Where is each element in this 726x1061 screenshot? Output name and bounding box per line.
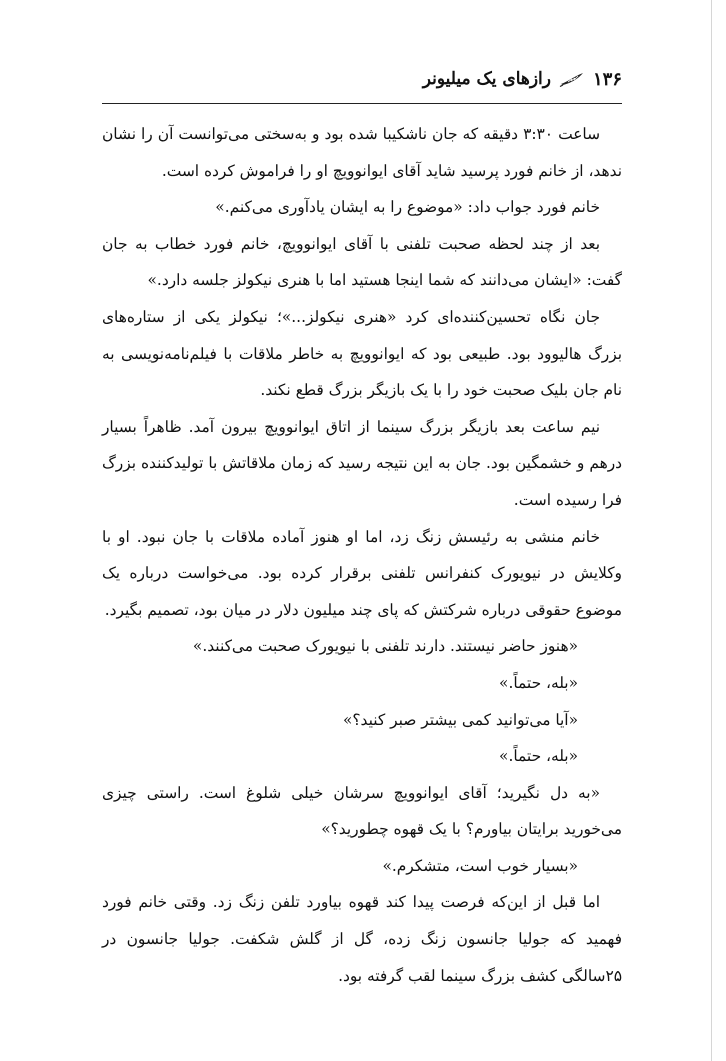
paragraph: خانم منشی به رئیسش زنگ زد، اما او هنوز آماده ملاقات با جان نبود. او با وکلایش در نیویورک کنفرانس تلفنی برقرار کرده بود. می‌خواست درباره یک موضوع حقوقی درباره شرکتش که پای چند میلیون دلار در میان بود، تصمیم بگیرد. [102,527,622,619]
paragraph: جان نگاه تحسین‌کننده‌ای کرد «هنری نیکولز...»؛ نیکولز یکی از ستاره‌های بزرگ هالیوود بود. طبیعی بود که ایوانوویچ به خاطر ملاقات با فیلم‌نامه‌نویسی به نام جان بلیک صحبت خود را با یک بازیگر بزرگ قطع نکند. [102,307,622,400]
dialog-line: «بسیار خوب است، متشکرم.» [382,856,578,875]
dialog-line: «بله، حتماً.» [499,747,578,766]
paragraph: بعد از چند لحظه صحبت تلفنی با آقای ایوانوویچ، خانم فورد خطاب به جان گفت: «ایشان می‌دانند که شما اینجا هستید اما با هنری نیکولز جلسه دارد.» [102,234,622,290]
paragraph: اما قبل از این‌که فرصت پیدا کند قهوه بیاورد تلفن زنگ زد. وقتی خانم فورد فهمید که جولیا جانسون زنگ زده، گل از گلش شکفت. جولیا جانسون در ۲۵سالگی کشف بزرگ سینما لقب گرفته بود. [102,893,622,985]
body-text [102,116,622,994]
quill-icon [559,71,585,87]
paragraph: ساعت ۳:۳۰ دقیقه که جان ناشکیبا شده بود و به‌سختی می‌توانست آن را نشان ندهد، از خانم فورد پرسید شاید آقای ایوانوویچ او را فراموش کرده است. [102,125,622,180]
paragraph: خانم فورد جواب داد: «موضوع را به ایشان یادآوری می‌کنم.» [215,198,600,217]
dialog-line: «بله، حتماً.» [499,673,578,692]
book-title: رازهای یک میلیونر [422,69,551,89]
dialog-line: «آیا می‌توانید کمی بیشتر صبر کنید؟» [342,710,578,729]
paragraph: «به دل نگیرید؛ آقای ایوانوویچ سرشان خیلی شلوغ است. راستی چیزی می‌خورید برایتان بیاورم؟ با یک قهوه چطورید؟» [102,783,622,839]
header-rule [102,103,622,104]
page-number: ۱۳۶ [592,68,622,90]
page-edge-line [711,0,712,1061]
running-header [102,62,622,96]
dialog-line: «هنوز حاضر نیستند. دارند تلفنی با نیویورک صحبت می‌کنند.» [192,637,578,656]
paragraph: نیم ساعت بعد بازیگر بزرگ سینما از اتاق ایوانوویچ بیرون آمد. ظاهراً بسیار درهم و خشمگین بود. جان به این نتیجه رسید که زمان ملاقاتش با تولیدکننده بزرگ فرا رسیده است. [102,417,622,509]
